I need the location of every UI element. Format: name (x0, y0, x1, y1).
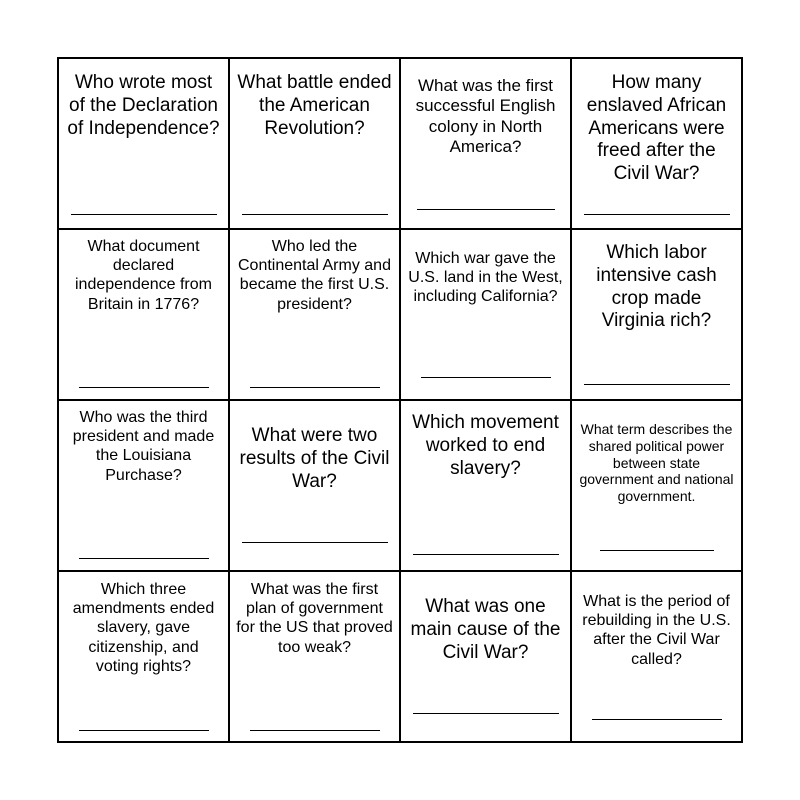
question-text: Which three amendments ended slavery, gave citizenship, and voting rights? (72, 581, 215, 675)
bingo-cell[interactable] (229, 571, 400, 742)
question-text: Who led the Continental Army and became the first U.S. president? (238, 238, 391, 313)
question-text: What document declared independence from Britain in 1776? (75, 238, 212, 313)
question-text: Which labor intensive cash crop made Virginia rich? (596, 242, 717, 332)
question-text: What battle ended the American Revolution? (237, 72, 392, 139)
bingo-cell[interactable] (58, 571, 229, 742)
question-text: How many enslaved African Americans were freed after the Civil War? (586, 72, 727, 185)
bingo-cell[interactable] (400, 571, 571, 742)
bingo-cell[interactable] (229, 400, 400, 571)
question-text: Who wrote most of the Declaration of Independence? (67, 72, 220, 139)
bingo-cell[interactable] (571, 58, 742, 229)
answer-blank[interactable] (413, 554, 559, 555)
answer-blank[interactable] (250, 387, 380, 388)
bingo-cell[interactable] (58, 229, 229, 400)
bingo-cell[interactable] (571, 571, 742, 742)
question-text: What was one main cause of the Civil War? (410, 596, 561, 663)
bingo-cell[interactable] (229, 58, 400, 229)
question-text: What is the period of rebuilding in the U.S. after the Civil War called? (582, 593, 731, 668)
bingo-board (57, 57, 743, 743)
answer-blank[interactable] (592, 719, 722, 720)
bingo-cell[interactable] (229, 229, 400, 400)
answer-blank[interactable] (79, 730, 209, 731)
question-text: Which movement worked to end slavery? (412, 412, 559, 479)
answer-blank[interactable] (417, 209, 555, 210)
answer-blank[interactable] (242, 214, 388, 215)
answer-blank[interactable] (79, 387, 209, 388)
bingo-cell[interactable] (571, 400, 742, 571)
question-text: What was the first plan of government for the US that proved too weak? (236, 581, 393, 656)
bingo-cell[interactable] (400, 58, 571, 229)
answer-blank[interactable] (79, 558, 209, 559)
question-text: What were two results of the Civil War? (239, 425, 390, 492)
answer-blank[interactable] (250, 730, 380, 731)
bingo-cell[interactable] (58, 58, 229, 229)
answer-blank[interactable] (413, 713, 559, 714)
bingo-cell[interactable] (400, 400, 571, 571)
question-text: Which war gave the U.S. land in the West, including California? (408, 250, 563, 306)
question-text: What was the first successful English colony in North America? (415, 76, 556, 157)
question-text: Who was the third president and made the Louisiana Purchase? (72, 409, 215, 484)
answer-blank[interactable] (584, 214, 730, 215)
bingo-cell[interactable] (571, 229, 742, 400)
answer-blank[interactable] (584, 384, 730, 385)
answer-blank[interactable] (242, 542, 388, 543)
answer-blank[interactable] (421, 377, 551, 378)
answer-blank[interactable] (71, 214, 217, 215)
bingo-cell[interactable] (400, 229, 571, 400)
answer-blank[interactable] (600, 550, 714, 551)
question-text: What term describes the shared political power between state government and national government. (579, 421, 734, 505)
bingo-cell[interactable] (58, 400, 229, 571)
